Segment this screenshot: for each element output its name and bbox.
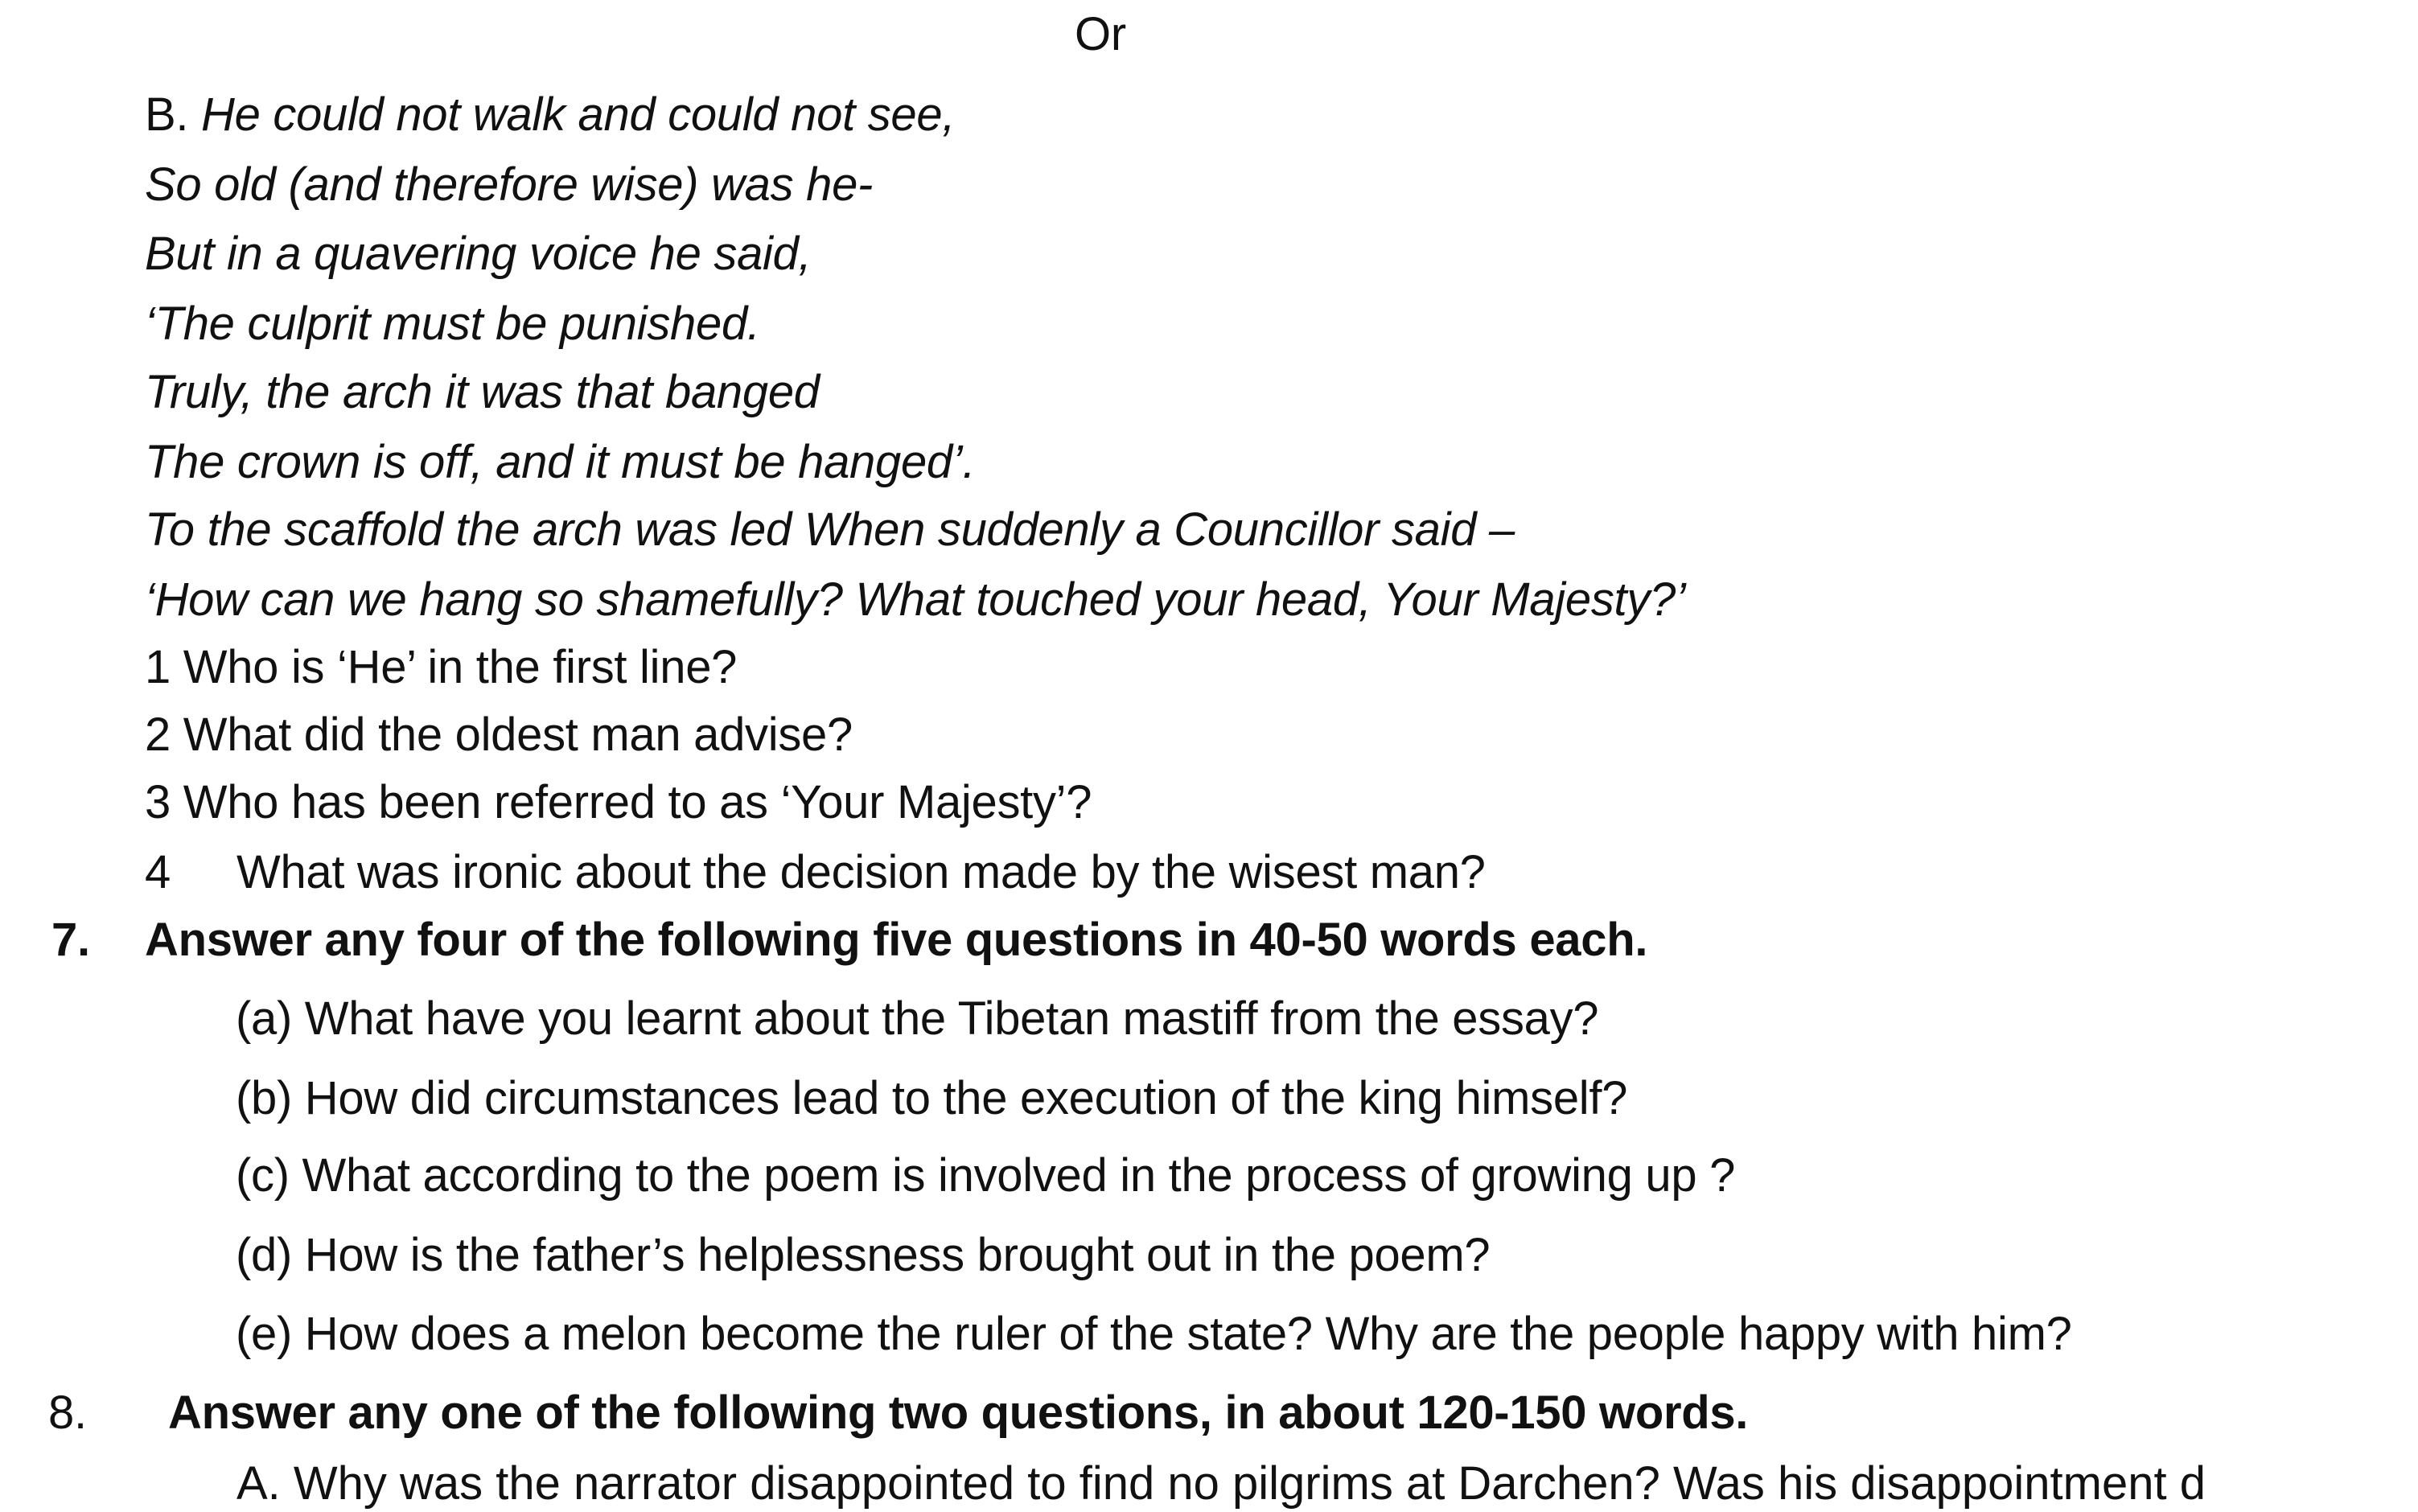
passage-line-6: The crown is off, and it must be hanged’.	[145, 436, 976, 488]
section-7-item-d: (d) How is the father’s helplessness brought out in the poem?	[236, 1229, 1491, 1281]
section-8-heading: Answer any one of the following two questions, in about 120-150 words.	[168, 1387, 1749, 1439]
passage-question-4	[145, 844, 1486, 901]
passage-question-2: 2 What did the oldest man advise?	[145, 709, 853, 761]
section-7-heading: Answer any four of the following five questions in 40-50 words each.	[145, 914, 1648, 966]
section-7-number: 7.	[51, 914, 90, 966]
question-number: 4	[145, 846, 171, 898]
question-text: What was ironic about the decision made by the wisest man?	[236, 846, 1486, 898]
passage-text: He could not walk and could not see,	[201, 88, 956, 141]
section-7-item-a: (a) What have you learnt about the Tibetan mastiff from the essay?	[236, 992, 1599, 1045]
passage-line-7: To the scaffold the arch was led When suddenly a Councillor said –	[145, 503, 1515, 556]
passage-question-1: 1 Who is ‘He’ in the first line?	[145, 641, 738, 693]
section-8-number: 8.	[48, 1387, 87, 1439]
passage-line-1	[145, 87, 955, 143]
section-7-item-c: (c) What according to the poem is involved in the process of growing up ?	[236, 1149, 1736, 1202]
or-label: Or	[1075, 8, 1126, 60]
section-7-item-e: (e) How does a melon become the ruler of the state? Why are the people happy with him?	[236, 1308, 2072, 1360]
passage-line-5: Truly, the arch it was that banged	[145, 366, 820, 418]
passage-line-3: But in a quavering voice he said,	[145, 228, 812, 280]
section-8-partial-line: A. Why was the narrator disappointed to find no pilgrims at Darchen? Was his disappointment d	[236, 1457, 2206, 1510]
passage-line-4: ‘The culprit must be punished.	[145, 298, 760, 350]
section-7-item-b: (b) How did circumstances lead to the execution of the king himself?	[236, 1072, 1628, 1124]
passage-prefix: B.	[145, 88, 202, 141]
passage-question-3: 3 Who has been referred to as ‘Your Majesty’?	[145, 776, 1092, 828]
passage-line-8: ‘How can we hang so shamefully? What touched your head, Your Majesty?’	[145, 573, 1686, 626]
passage-line-2: So old (and therefore wise) was he-	[145, 158, 874, 211]
